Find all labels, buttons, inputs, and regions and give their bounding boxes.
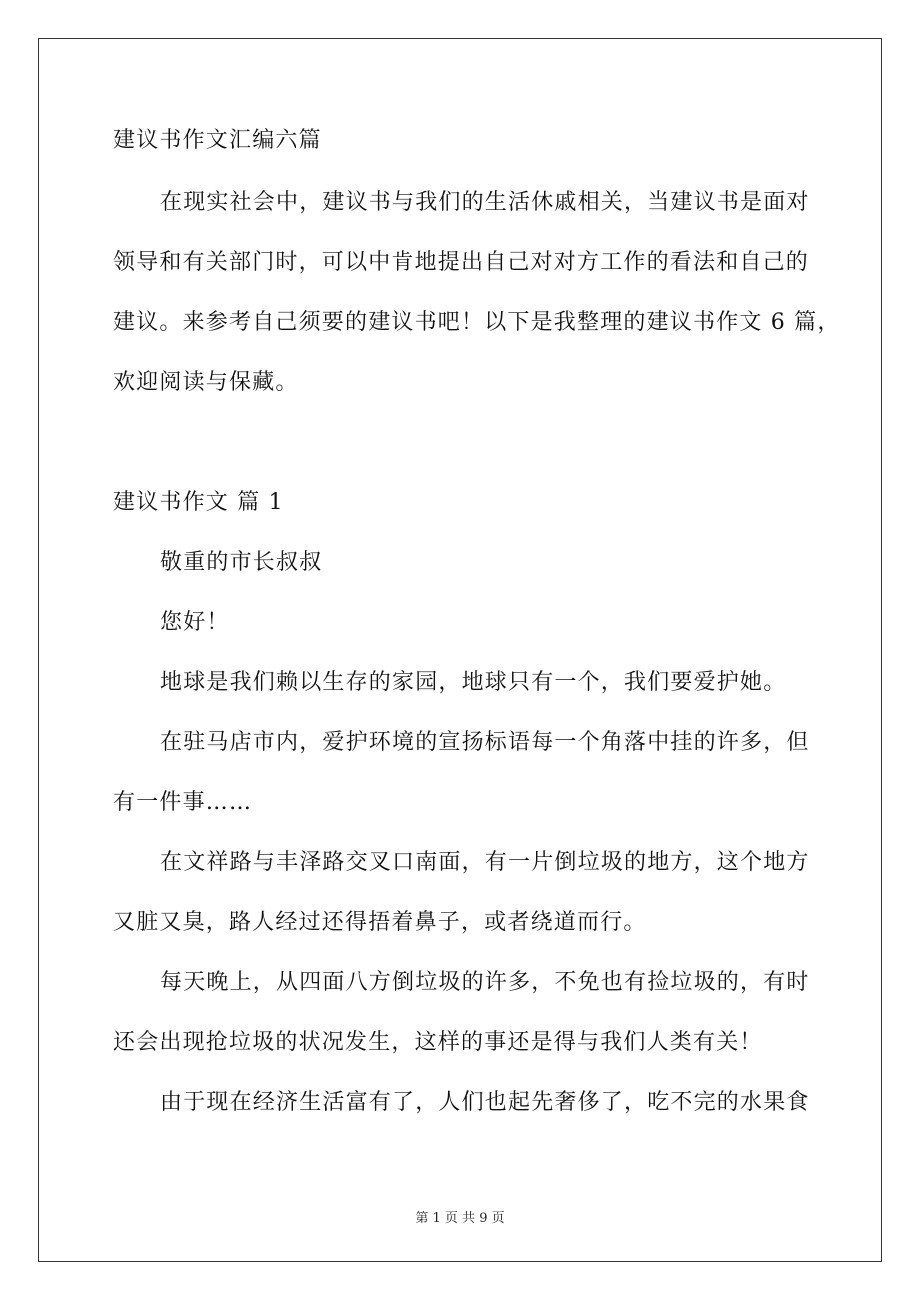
text-line: 还会出现抢垃圾的状况发生，这样的事还是得与我们人类有关！ xyxy=(113,1030,763,1055)
text-line: 您好！ xyxy=(160,610,230,635)
text-line: 在文祥路与丰泽路交叉口南面，有一片倒垃圾的地方，这个地方 xyxy=(160,850,810,875)
text-line: 敬重的市长叔叔 xyxy=(160,550,323,575)
text-line: 每天晚上，从四面八方倒垃圾的许多，不免也有捡垃圾的，有时 xyxy=(160,970,810,995)
text-line: 又脏又臭，路人经过还得捂着鼻子，或者绕道而行。 xyxy=(113,910,647,935)
document-title: 建议书作文汇编六篇 xyxy=(113,128,322,153)
text-line: 建议。来参考自己须要的建议书吧！以下是我整理的建议书作文 6 篇， xyxy=(113,310,841,335)
page-border xyxy=(38,38,882,1262)
text-line: 领导和有关部门时，可以中肯地提出自己对对方工作的看法和自己的 xyxy=(113,250,810,275)
text-line: 在驻马店市内，爱护环境的宣扬标语每一个角落中挂的许多，但 xyxy=(160,730,810,755)
text-line: 在现实社会中，建议书与我们的生活休戚相关，当建议书是面对 xyxy=(160,190,810,215)
text-line: 有一件事…… xyxy=(113,790,253,815)
section-heading: 建议书作文 篇 1 xyxy=(113,490,284,515)
text-line: 地球是我们赖以生存的家园，地球只有一个，我们要爱护她。 xyxy=(160,670,787,695)
page-footer: 第 1 页 共 9 页 xyxy=(415,1211,505,1226)
text-line: 欢迎阅读与保藏。 xyxy=(113,370,299,395)
text-line: 由于现在经济生活富有了，人们也起先奢侈了，吃不完的水果食 xyxy=(160,1090,810,1115)
